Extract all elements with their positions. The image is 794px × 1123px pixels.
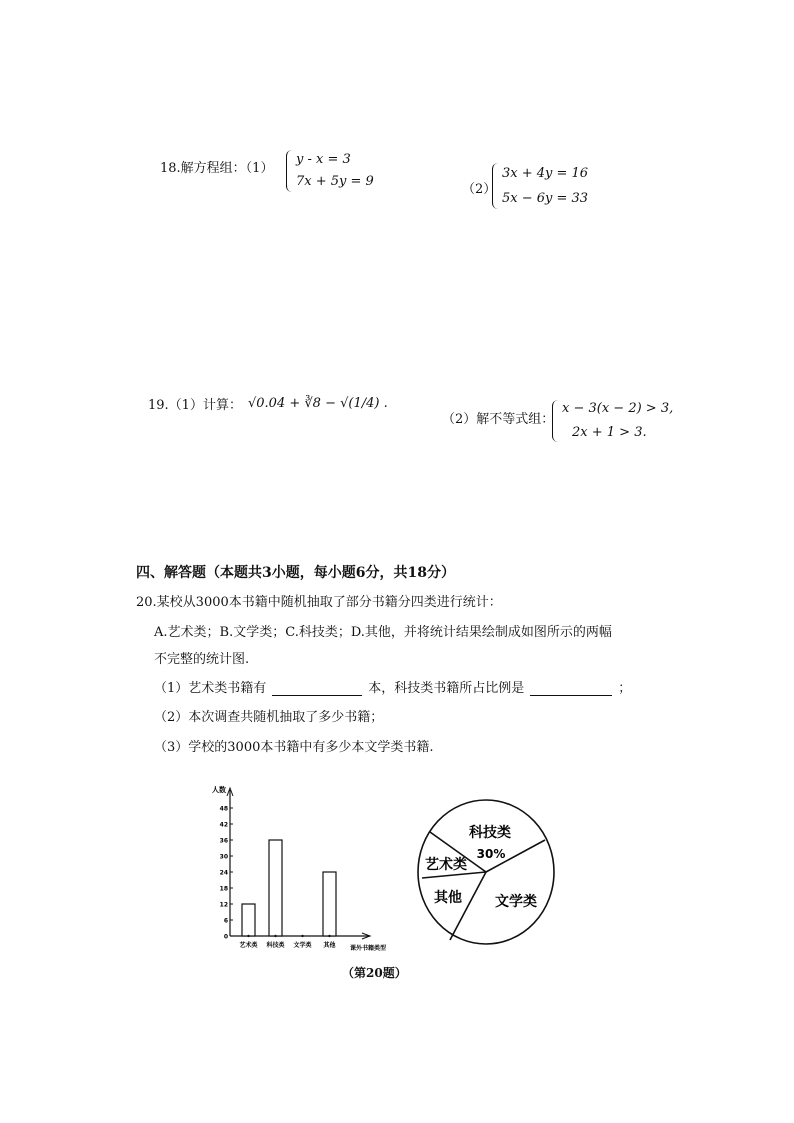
answer-blank-1[interactable] (272, 681, 362, 696)
q20-sub1-text-a: （1）艺术类书籍有 (154, 681, 267, 696)
q19-expression: √0.04 + ∛8 − √(1/4) . (248, 396, 388, 411)
x-tick-label: 其他 (323, 942, 336, 949)
x-tick-dot (247, 935, 249, 937)
q18-part2-label: （2） (462, 182, 497, 197)
bar (323, 872, 336, 936)
brace (286, 150, 293, 192)
q20-sub2: （2）本次调查共随机抽取了多少书籍； (154, 710, 384, 725)
bar-chart-xlabel: 课外书籍类型 (350, 945, 387, 952)
pie-label-art: 艺术类 (425, 857, 467, 873)
pie-percent-science: 30% (476, 847, 506, 861)
q18-system-2 (492, 163, 612, 211)
equation: y - x = 3 (296, 152, 351, 167)
bar-chart-ylabel: 人数 (212, 786, 226, 794)
q19-part2-label: （2）解不等式组： (442, 412, 555, 427)
inequality: x − 3(x − 2) > 3, (562, 401, 674, 416)
bar-chart (200, 776, 420, 956)
x-tick-dot (274, 935, 276, 937)
y-tick-label: 18 (219, 885, 228, 893)
q20-sub1-text-c: ； (618, 681, 632, 696)
equation: 7x + 5y = 9 (296, 174, 374, 189)
y-tick-label: 42 (219, 821, 228, 829)
q19-label: 19.（1）计算： (148, 398, 242, 413)
q20-line-1: 20.某校从3000本书籍中随机抽取了部分书籍分四类进行统计： (136, 595, 502, 610)
y-tick-label: 0 (223, 933, 228, 941)
y-tick-label: 12 (219, 901, 228, 909)
equation: 3x + 4y = 16 (502, 166, 589, 181)
x-tick-label: 文学类 (293, 942, 312, 949)
section-heading: 四、解答题（本题共3小题，每小题6分，共18分） (136, 565, 455, 581)
inequality: 2x + 1 > 3. (572, 425, 647, 440)
pie-label-other: 其他 (434, 890, 462, 906)
y-tick-label: 24 (219, 869, 228, 877)
q19-inequality-system (552, 400, 674, 444)
x-tick-dot (328, 935, 330, 937)
bar (269, 840, 282, 936)
y-tick-label: 48 (219, 805, 228, 813)
brace (492, 163, 499, 209)
q20-line-3: 不完整的统计图. (154, 652, 250, 667)
q18-system-1 (286, 150, 406, 194)
pie-label-science: 科技类 (469, 825, 511, 841)
bar (242, 904, 255, 936)
x-tick-label: 艺术类 (239, 942, 258, 949)
pie-chart (412, 792, 562, 954)
q18-label: 18.解方程组：（1） (160, 161, 274, 176)
q20-sub3: （3）学校的3000本书籍中有多少本文学类书籍. (154, 740, 434, 755)
x-tick-label: 科技类 (266, 942, 285, 949)
q20-sub1-text-b: 本，科技类书籍所占比例是 (368, 681, 525, 696)
x-tick-dot (301, 935, 303, 937)
pie-label-literature: 文学类 (495, 894, 537, 910)
figure-caption: （第20题） (342, 966, 407, 980)
y-tick-label: 6 (223, 917, 228, 925)
equation: 5x − 6y = 33 (502, 191, 589, 206)
answer-blank-2[interactable] (530, 681, 612, 696)
q20-sub1 (154, 677, 631, 696)
y-tick-label: 30 (219, 853, 228, 861)
y-tick-label: 36 (219, 837, 228, 845)
brace (552, 400, 559, 442)
q20-line-2: A.艺术类；B.文学类；C.科技类；D.其他，并将统计结果绘制成如图所示的两幅 (154, 625, 612, 640)
